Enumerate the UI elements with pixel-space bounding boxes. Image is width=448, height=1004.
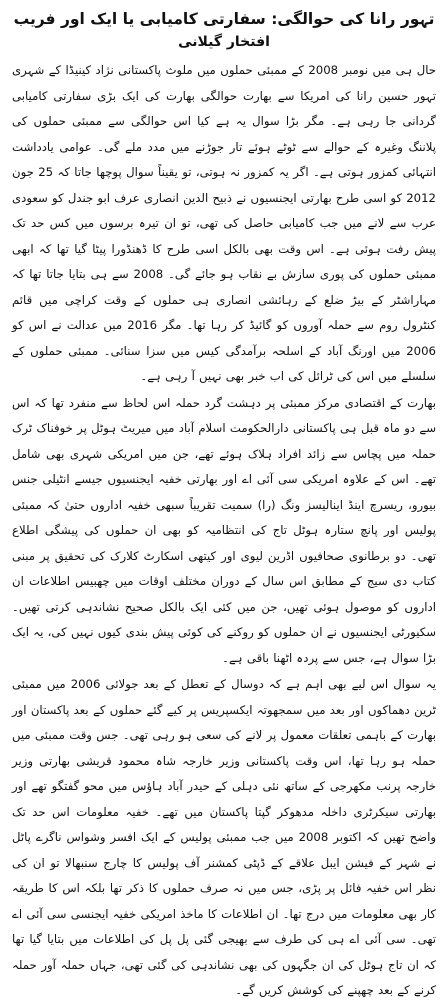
article-paragraph-3: یہ سوال اس لیے بھی اہم ہے کہ دوسال کے تعطل کے بعد جولائی 2006 میں ممبئی ٹرین دھماکوں اور بعد میں سمجھوتہ ایکسپریس پر کیے گئے حملوں کے بعد پاکستان اور بھارت کے باہمی تعلقات معمول پر لانے کی سعی ہو رہی تھی۔ جس وقت ممبئی میں حملہ ہو رہا تھا، اس وقت پاکستانی وزیر خارجہ شاہ محمود قریشی بھارتی وزیر خارجہ پرنب مکھرجی کے ساتھ نئی دہلی کے حیدر آباد ہاؤس میں محو گفتگو تھے اور بھارتی سیکرٹری داخلہ مدھوکر گپتا پاکستان میں تھے۔ خفیہ معلومات اس حد تک واضح تھیں کہ اکتوبر 2008 میں جب ممبئی پولیس کے ایک افسر وشواس ناگرے پاٹل نے شہر کے فیشن ایبل علاقے کے ڈپٹی کمشنر آف پولیس کا چارج سنبھالا تو ان کی نظر اس خفیہ فائل پر پڑی، جس میں نہ صرف حملوں کا ذکر تھا بلکہ اس کا طریقہ کار بھی معلومات میں درج تھا۔ ان اطلاعات کا ماخذ امریکی خفیہ ایجنسی سی آئی اے تھی۔ سی آئی اے ہی کی طرف سے بھیجی گئی پل پل کی اطلاعات میں بتایا گیا تھا کہ ان تاج ہوٹل کی ان جگہوں کی بھی نشاندہی کی گئی تھی، جہاں حملہ آور حملہ کرنے کے بعد چھپنے کی کوشش کریں گے۔: [12, 677, 436, 997]
article-body: [12, 58, 436, 1004]
article-paragraph-1: حال ہی میں نومبر 2008 کے ممبئی حملوں میں ملوث پاکستانی نژاد کینیڈا کے شہری تہور حسین رانا کی امریکا سے بھارت حوالگی بھارت کی ایک بڑی سفارتی کامیابی گردانی جا رہی ہے۔ مگر بڑا سوال یہ ہے کیا اس حوالگی سے ممبئی حملوں کی پلاننگ وغیرہ کے حوالے سے ٹوٹے ہوئے تار جوڑنے میں مدد ملے گی۔ عوامی یادداشت انتہائی کمزور ہوتی ہے۔ اگر یہ کمزور نہ ہوتی، تو یقیناً سوال پوچھا جاتا کہ 25 جون 2012 کو اسی طرح بھارتی ایجنسیوں نے ذبیح الدین انصاری عرف ابو جندل کو سعودی عرب سے لانے میں جب کامیابی حاصل کی تھی، تو ان تیرہ برسوں میں کس حد تک پیش رفت ہوئی ہے۔ اس وقت بھی بالکل اسی طرح کا ڈھنڈورا پیٹا گیا تھا کہ ابھی ممبئی حملوں کی پوری سازش بے نقاب ہو جائے گی۔ 2008 سے ہی بتایا جاتا تھا کہ مہاراشٹر کے بیڑ ضلع کے رہائشی انصاری ہی حملوں کے وقت کراچی میں قائم کنٹرول روم سے حملہ آوروں کو گائیڈ کر رہا تھا۔ مگر 2016 میں عدالت نے اس کو 2006 میں اورنگ آباد کے اسلحہ برآمدگی کیس میں سزا سنائی۔ ممبئی حملوں کے سلسلے میں اس کی ٹرائل کی اب خبر بھی نہیں آ رہی ہے۔: [11, 63, 436, 383]
author-byline: افتخار گیلانی: [178, 34, 270, 50]
article-paragraph-2: بھارت کے اقتصادی مرکز ممبئی پر دہشت گرد حملہ اس لحاظ سے منفرد تھا کہ اس سے دو ماہ قبل ہی پاکستانی دارالحکومت اسلام آباد میں میریٹ ہوٹل پر خوفناک ٹرک حملہ میں پچاس سے زائد افراد ہلاک ہوئے تھے، جن میں امریکی شہری بھی شامل تھے۔ اس کے علاوہ امریکی سی آئی اے اور بھارتی خفیہ ایجنسیوں جیسے انٹیلی جنس بیورو، ریسرچ اینڈ اینالیسز ونگ (را) سمیت تقریباً سبھی خفیہ اداروں حتیٰ کہ ممبئی پولیس اور پانچ ستارہ ہوٹل تاج کی انتظامیہ کو بھی ان حملوں کی پیشگی اطلاع تھی۔ دو برطانوی صحافیوں اڈرین لیوی اور کیتھی اسکارٹ کلارک کی تحقیق پر مبنی کتاب دی سیج کے مطابق اس سال کے دوران مختلف اوقات میں چھبیس اطلاعات ان اداروں کو موصول ہوئی تھیں، جن میں کئی ایک بالکل صحیح نشاندہی کرتی تھیں۔ سکیورٹی ایجنسیوں نے ان حملوں کو روکنے کی کوئی پیش بندی کیوں نہیں کی، یہ ایک بڑا سوال ہے، جس سے پردہ اٹھنا باقی ہے۔: [12, 395, 436, 665]
article-headline: تہور رانا کی حوالگی: سفارتی کامیابی یا ایک اور فریب: [13, 10, 435, 28]
